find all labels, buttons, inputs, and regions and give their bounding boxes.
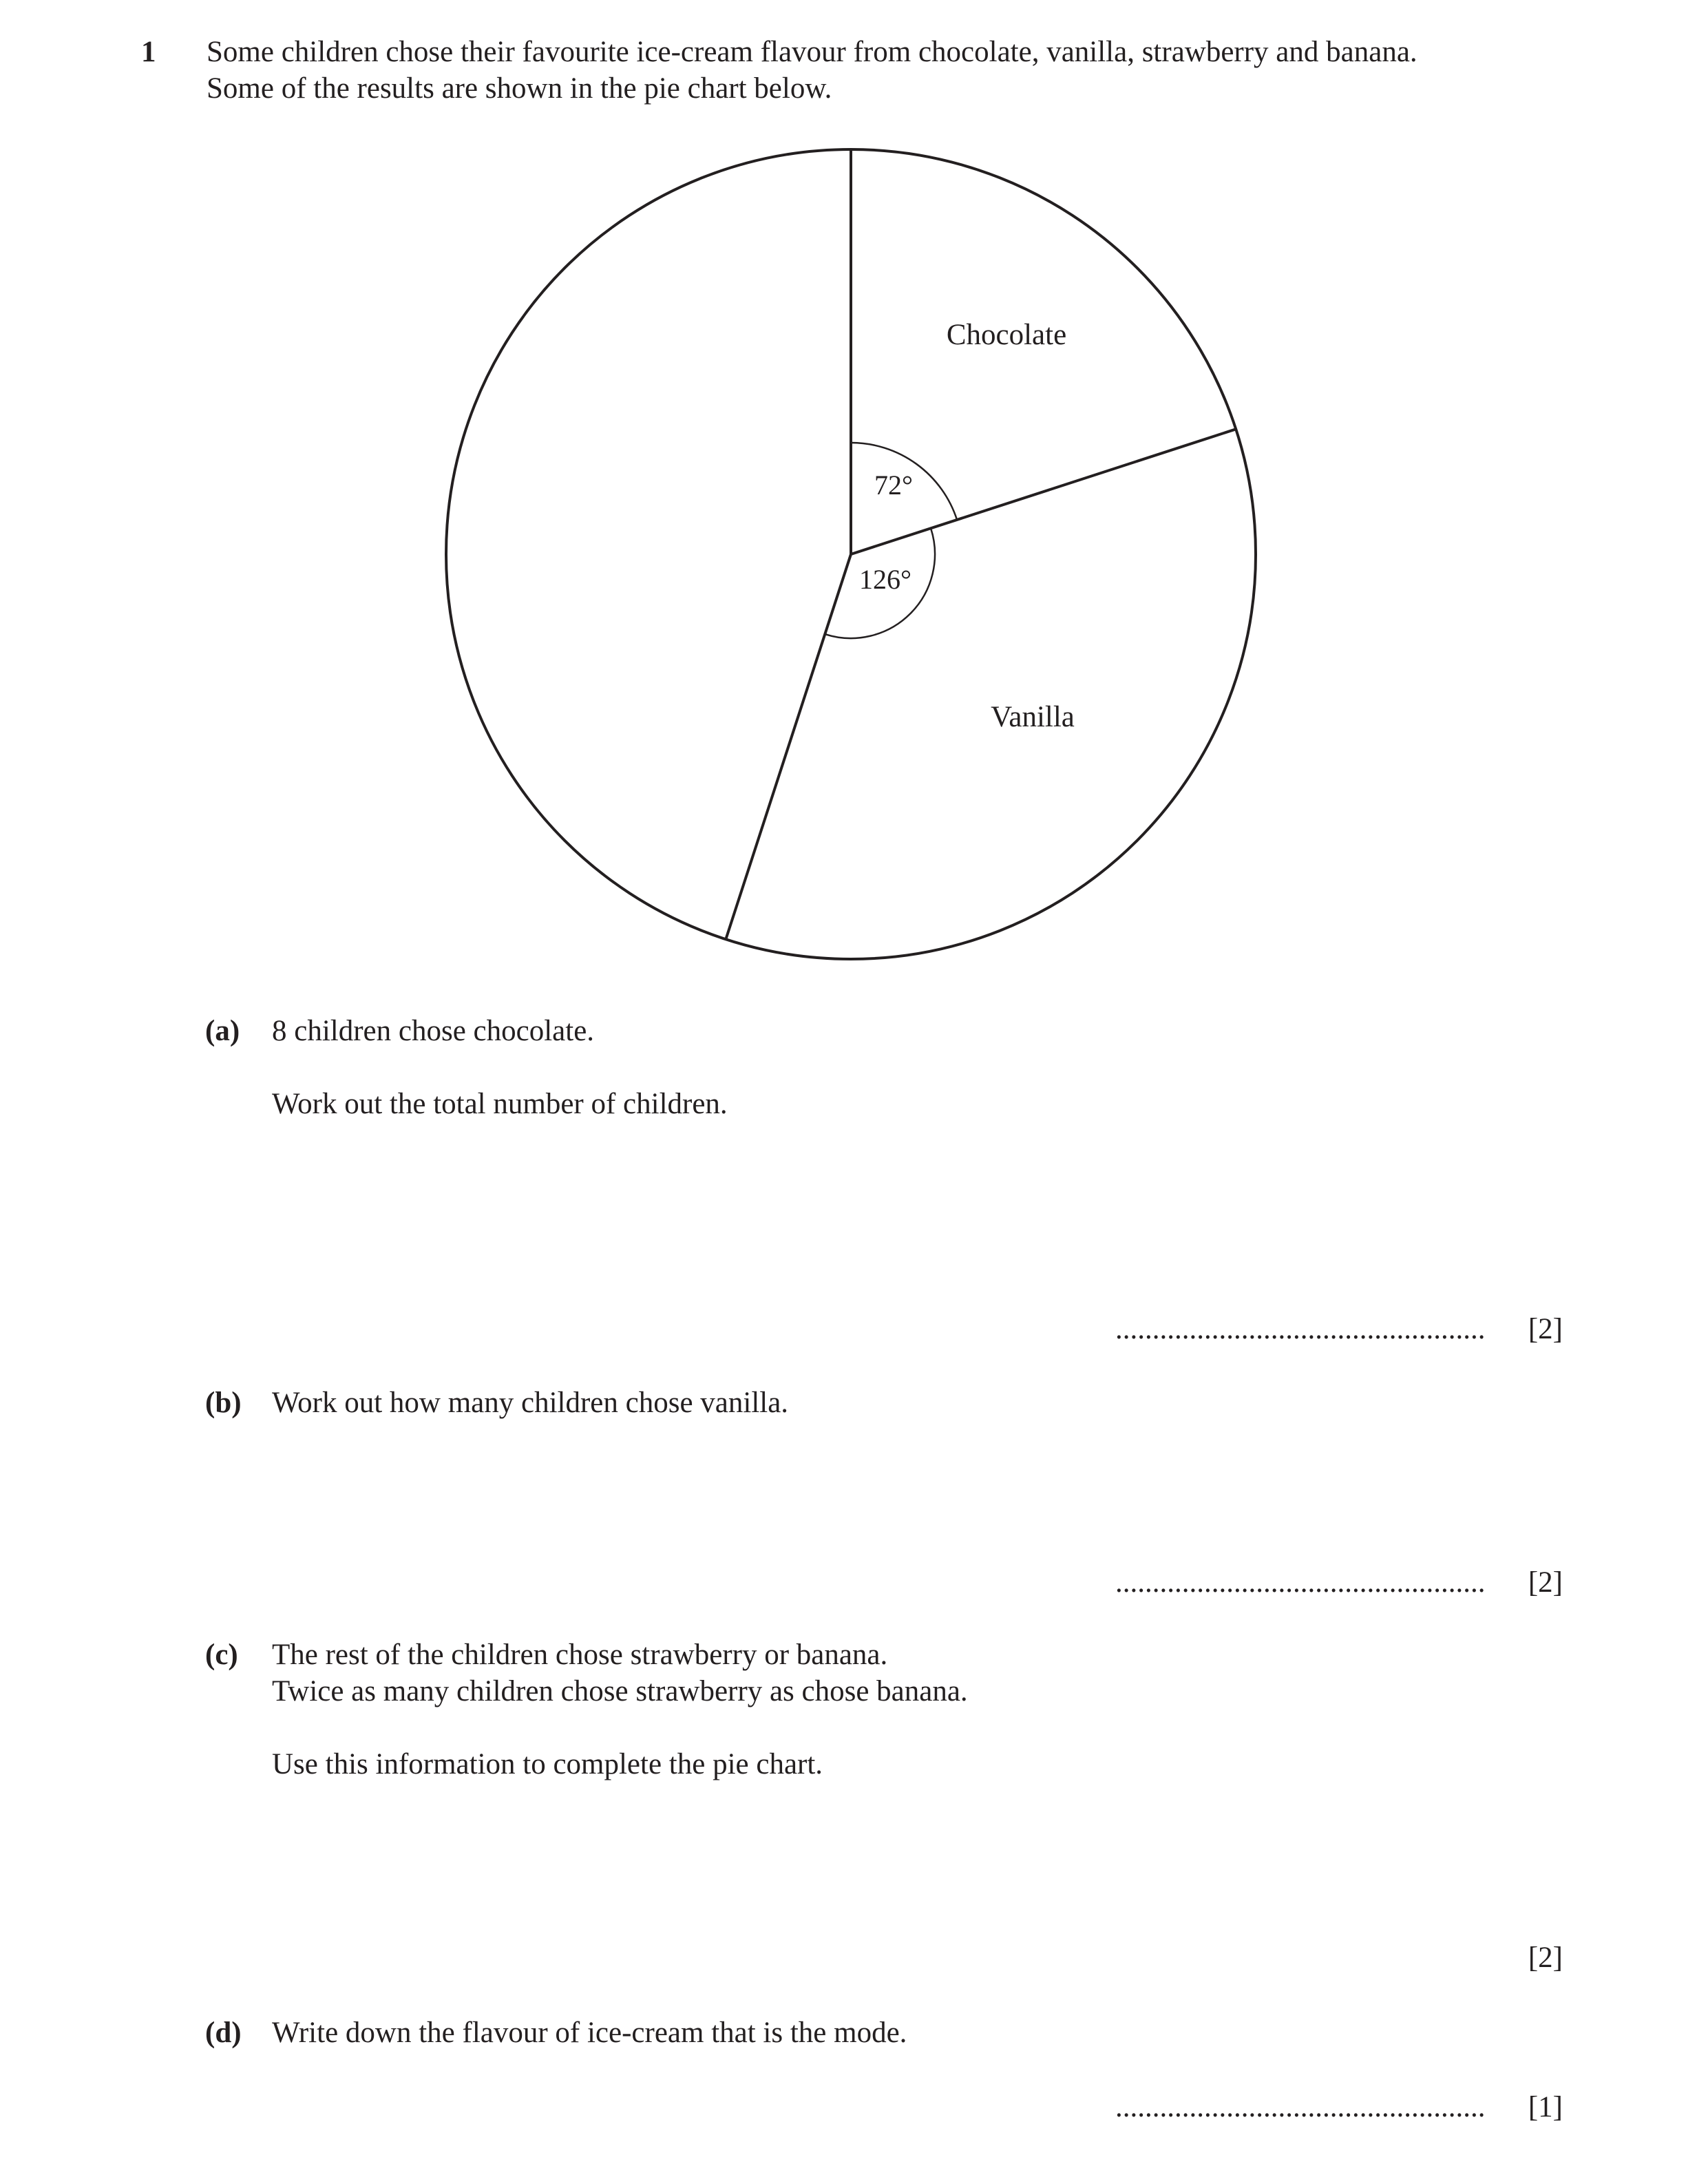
pie-radius-2 (726, 554, 851, 939)
pie-chart (0, 0, 1708, 978)
part-a-label: (a) (205, 1015, 240, 1047)
part-a-answer-line[interactable]: .................................................. (1115, 1313, 1486, 1345)
question-intro-line2: Some of the results are shown in the pie chart below. (207, 72, 832, 105)
slice-label-vanilla: Vanilla (991, 701, 1075, 733)
part-c-label: (c) (205, 1639, 238, 1671)
part-d-marks: [1] (1528, 2091, 1563, 2123)
slice-label-chocolate: Chocolate (946, 319, 1067, 351)
angle-label-vanilla: 126° (859, 564, 911, 595)
part-b-answer-line[interactable]: .................................................. (1115, 1566, 1486, 1599)
part-d-text: Write down the flavour of ice-cream that is the mode. (272, 2017, 907, 2049)
part-b-label: (b) (205, 1387, 242, 1419)
part-b-text: Work out how many children chose vanilla. (272, 1387, 789, 1419)
part-d-label: (d) (205, 2017, 242, 2049)
part-d-answer-line[interactable]: .................................................. (1115, 2091, 1486, 2123)
part-a-instruction: Work out the total number of children. (272, 1088, 728, 1120)
part-a-marks: [2] (1528, 1313, 1563, 1345)
part-c-instruction: Use this information to complete the pie chart. (272, 1748, 823, 1780)
question-number: 1 (141, 36, 156, 68)
question-intro-line1: Some children chose their favourite ice-cream flavour from chocolate, vanilla, strawberry and banana. (207, 36, 1417, 68)
angle-label-chocolate: 72° (874, 470, 913, 501)
part-c-line1: The rest of the children chose strawberry or banana. (272, 1639, 888, 1671)
part-a-text: 8 children chose chocolate. (272, 1015, 595, 1047)
part-c-marks: [2] (1528, 1942, 1563, 1974)
part-b-marks: [2] (1528, 1566, 1563, 1599)
part-c-line2: Twice as many children chose strawberry as chose banana. (272, 1675, 968, 1707)
